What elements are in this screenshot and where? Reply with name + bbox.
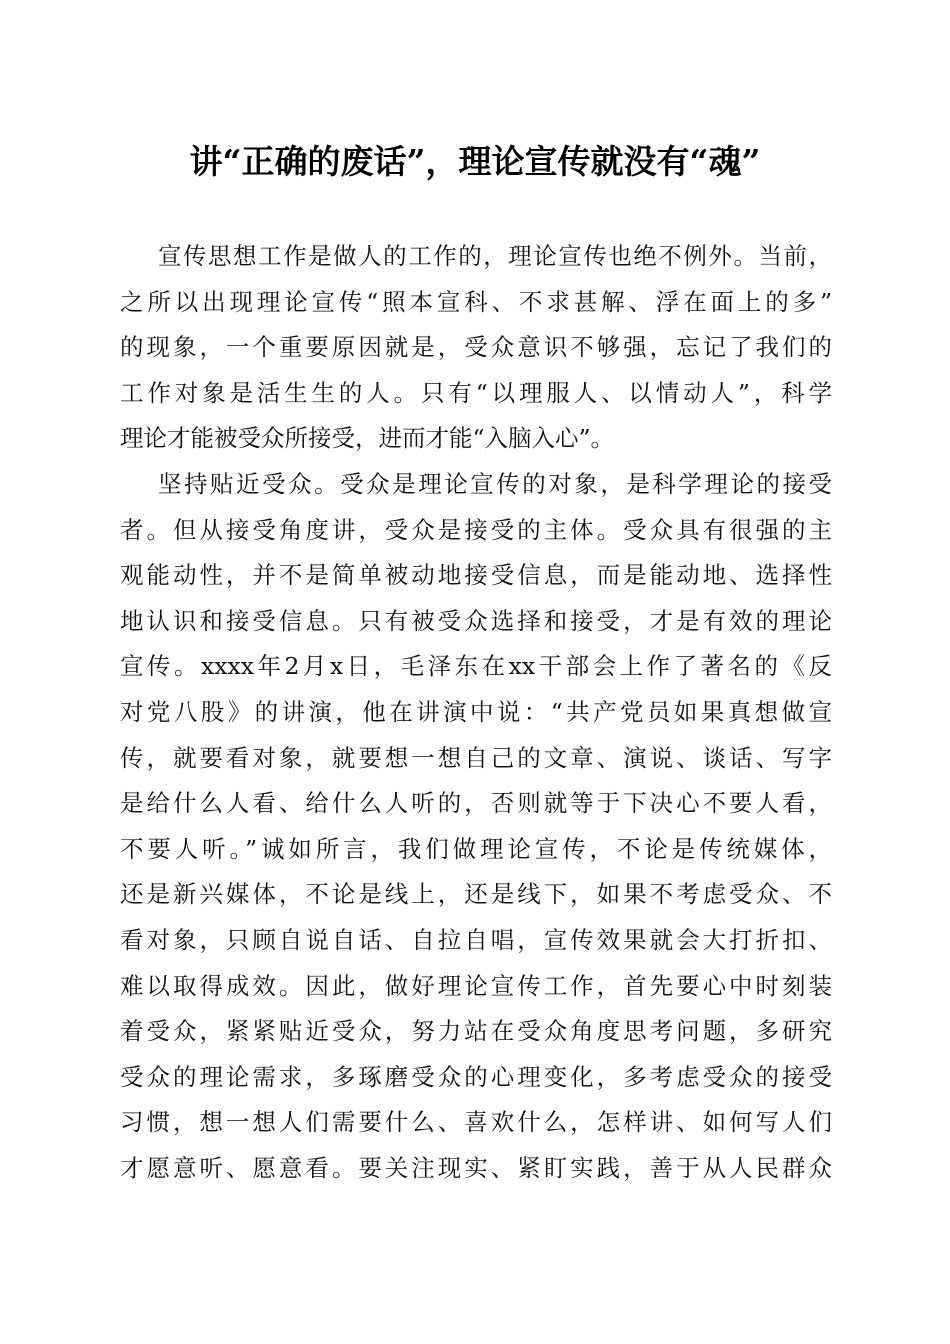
text-line: 之所以出现理论宣传“照本宣科、不求甚解、浮在面上的多” (120, 287, 832, 316)
text-line: 着受众，紧紧贴近受众，努力站在受众角度思考问题，多研究 (120, 1017, 832, 1046)
text-line: 传，就要看对象，就要想一想自己的文章、演说、谈话、写字 (120, 743, 832, 772)
document-title: 讲“正确的废话”，理论宣传就没有“魂” (189, 142, 761, 181)
text-line: 的现象，一个重要原因就是，受众意识不够强，忘记了我们的 (120, 333, 832, 362)
text-line: 才愿意听、愿意看。要关注现实、紧盯实践，善于从人民群众 (120, 1153, 832, 1182)
text-line: 对党八股》的讲演，他在讲演中说：“共产党员如果真想做宣 (120, 697, 832, 726)
paragraph-2 (120, 462, 832, 1192)
text-line: 理论才能被受众所接受，进而才能“入脑入心”。 (120, 424, 615, 453)
text-line: 宣传。xxxx年2月x日，毛泽东在xx干部会上作了著名的《反 (120, 652, 832, 681)
text-line: 难以取得成效。因此，做好理论宣传工作，首先要心中时刻装 (120, 971, 832, 1000)
text-line: 受众的理论需求，多琢磨受众的心理变化，多考虑受众的接受 (120, 1062, 832, 1091)
text-line: 是给什么人看、给什么人听的，否则就等于下决心不要人看， (120, 789, 832, 818)
paragraph-1 (120, 234, 832, 462)
text-line: 看对象，只顾自说自话、自拉自唱，宣传效果就会大打折扣、 (120, 925, 832, 954)
text-line: 观能动性，并不是简单被动地接受信息，而是能动地、选择性 (120, 561, 832, 590)
text-line: 不要人听。”诚如所言，我们做理论宣传，不论是传统媒体， (120, 834, 832, 863)
text-line: 地认识和接受信息。只有被受众选择和接受，才是有效的理论 (120, 606, 832, 635)
document-body (120, 234, 832, 1191)
text-line: 还是新兴媒体，不论是线上，还是线下，如果不考虑受众、不 (120, 880, 832, 909)
text-line: 宣传思想工作是做人的工作的，理论宣传也绝不例外。当前， (158, 242, 832, 270)
text-line: 坚持贴近受众。受众是理论宣传的对象，是科学理论的接受 (158, 469, 832, 498)
text-line: 习惯，想一想人们需要什么、喜欢什么，怎样讲、如何写人们 (120, 1108, 832, 1137)
text-line: 者。但从接受角度讲，受众是接受的主体。受众具有很强的主 (120, 515, 832, 544)
text-line: 工作对象是活生生的人。只有“以理服人、以情动人”，科学 (120, 378, 832, 407)
